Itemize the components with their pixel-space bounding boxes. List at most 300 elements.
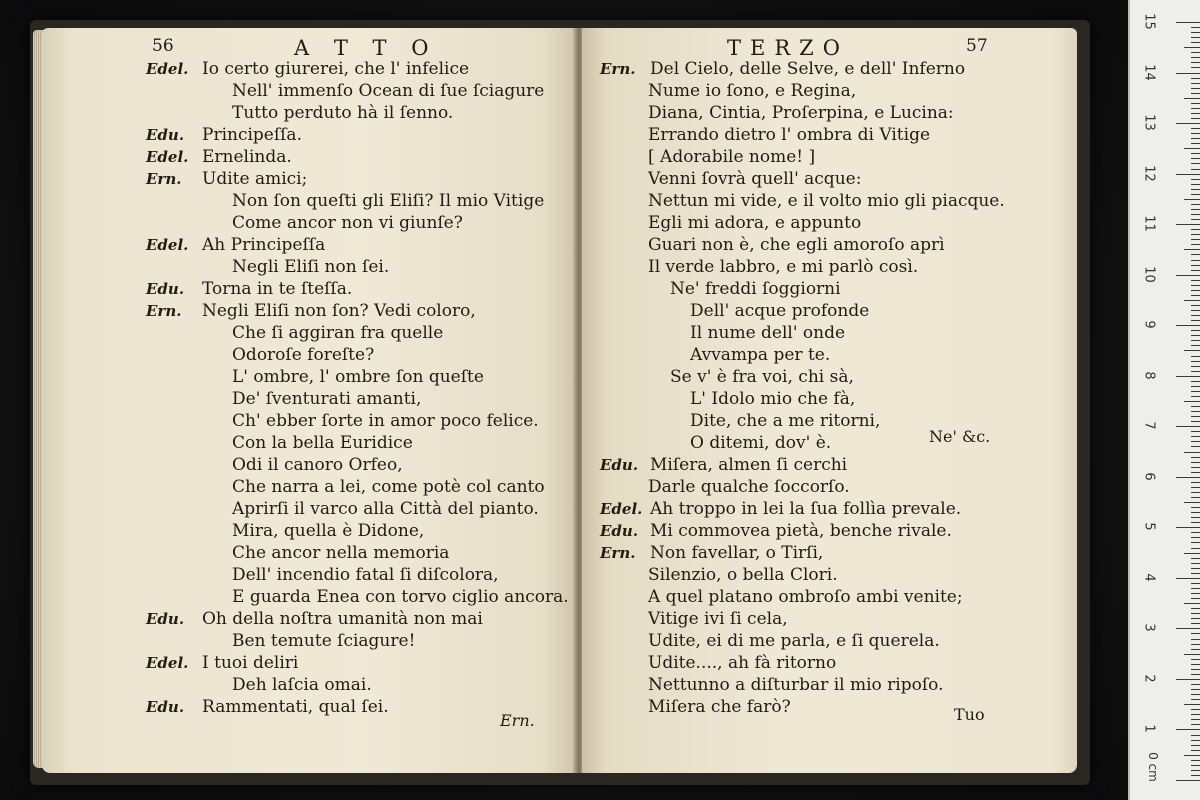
speaker-label: Edu. <box>600 456 639 474</box>
text-line <box>146 146 292 168</box>
ruler-tick <box>1191 260 1200 261</box>
ruler-tick <box>1191 542 1200 543</box>
ruler-tick <box>1191 330 1200 331</box>
ruler-tick <box>1191 497 1200 498</box>
page-number-right: 57 <box>966 36 988 56</box>
verse-text: Venni ſovrà quell' acque: <box>648 169 862 189</box>
ruler-tick <box>1176 426 1200 427</box>
ruler-tick <box>1191 517 1200 518</box>
ruler-tick <box>1191 335 1200 336</box>
ruler-tick <box>1176 224 1200 225</box>
text-line <box>232 344 374 366</box>
ruler-tick <box>1184 553 1200 554</box>
ruler-tick <box>1176 578 1200 579</box>
text-line <box>146 300 476 322</box>
ruler-tick <box>1191 724 1200 725</box>
ruler-tick <box>1191 83 1200 84</box>
speaker-label: Edu. <box>146 126 185 144</box>
ruler-tick <box>1176 174 1200 175</box>
verse-text: Non favellar, o Tirſi, <box>650 543 824 563</box>
ruler-tick <box>1191 522 1200 523</box>
verse-text: [ Adorabile nome! ] <box>648 147 816 167</box>
ruler-tick <box>1191 618 1200 619</box>
text-line <box>232 212 463 234</box>
verse-text: Ben temute ſciagure! <box>232 631 416 651</box>
ruler-tick <box>1191 158 1200 159</box>
ruler-tick <box>1191 684 1200 685</box>
verse-text: Oh della noſtra umanità non mai <box>202 609 483 629</box>
verse-text: Che narra a lei, come potè col canto <box>232 477 545 497</box>
ruler-tick <box>1191 664 1200 665</box>
ruler-tick <box>1176 325 1200 326</box>
ruler-tick <box>1191 270 1200 271</box>
text-line <box>232 80 544 102</box>
ruler-tick <box>1191 735 1200 736</box>
text-line <box>690 432 831 454</box>
text-line <box>232 256 389 278</box>
text-line <box>600 542 824 564</box>
verse-text: Con la bella Euridice <box>232 433 413 453</box>
text-line <box>146 278 353 300</box>
left-page <box>42 28 575 773</box>
verse-text: Che ancor nella memoria <box>232 543 450 563</box>
text-line <box>670 278 841 300</box>
text-line <box>648 630 940 652</box>
ruler-tick <box>1176 376 1200 377</box>
speaker-label: Edu. <box>600 522 639 540</box>
verse-text: Non ſon queſti gli Eliſi? Il mio Vitige <box>232 191 545 211</box>
verse-text: A quel platano ombroſo ambi venite; <box>648 587 963 607</box>
ruler-tick <box>1191 93 1200 94</box>
ruler-number: 6 <box>1141 472 1157 481</box>
verse-text: Ernelinda. <box>202 147 292 167</box>
text-line <box>648 652 836 674</box>
ruler-tick <box>1191 52 1200 53</box>
ruler-tick <box>1184 603 1200 604</box>
ruler-tick <box>1191 345 1200 346</box>
verse-text: Nettun mi vide, e il volto mio gli piacque. <box>648 191 1005 211</box>
running-head-left: A T T O <box>294 36 438 60</box>
ruler-tick <box>1184 300 1200 301</box>
verse-text: Il nume dell' onde <box>690 323 846 343</box>
verse-text: Principeſſa. <box>202 125 302 145</box>
verse-text: Deh laſcia omai. <box>232 675 372 695</box>
ruler-tick <box>1191 244 1200 245</box>
ruler-tick <box>1191 366 1200 367</box>
text-line <box>690 344 830 366</box>
ruler-tick <box>1191 153 1200 154</box>
ruler-tick <box>1191 482 1200 483</box>
ruler-tick <box>1184 98 1200 99</box>
text-line <box>232 586 569 608</box>
text-line <box>600 520 952 542</box>
verse-text: Il verde labbro, e mi parlò così. <box>648 257 919 277</box>
text-line <box>648 608 788 630</box>
ruler-number: 15 <box>1141 13 1157 30</box>
speaker-label: Ern. <box>146 170 182 188</box>
verse-text: Come ancor non vi giunſe? <box>232 213 463 233</box>
ruler-tick <box>1191 285 1200 286</box>
speaker-label: Ern. <box>146 302 182 320</box>
ruler-tick <box>1191 487 1200 488</box>
ruler-number: 3 <box>1141 623 1157 633</box>
speaker-label: Edel. <box>146 60 189 78</box>
text-line <box>648 586 963 608</box>
ruler-tick <box>1191 492 1200 493</box>
verse-text: Miſera, almen ſi cerchi <box>650 455 848 475</box>
verse-text: Darle qualche ſoccorſo. <box>648 477 850 497</box>
text-line <box>648 696 791 718</box>
ruler-tick <box>1191 280 1200 281</box>
text-line <box>146 168 308 190</box>
ruler-tick <box>1191 537 1200 538</box>
speaker-label: Edel. <box>600 500 643 518</box>
ruler-number: 9 <box>1141 320 1157 329</box>
verse-text: Nell' immenſo Ocean di ſue ſciagure <box>232 81 545 101</box>
ruler-tick <box>1191 462 1200 463</box>
speaker-label: Ern. <box>600 544 636 562</box>
ruler-tick <box>1191 361 1200 362</box>
ruler-tick <box>1191 558 1200 559</box>
ruler-tick <box>1191 563 1200 564</box>
ruler-tick <box>1191 295 1200 296</box>
verse-text: Tutto perduto hà il ſenno. <box>232 103 454 123</box>
verse-text: Errando dietro l' ombra di Vitige <box>648 125 931 145</box>
ruler-tick <box>1176 275 1200 276</box>
ruler-tick <box>1191 467 1200 468</box>
verse-text: L' ombre, l' ombre ſon queſte <box>232 367 484 387</box>
ruler-tick <box>1191 37 1200 38</box>
ruler-tick <box>1176 123 1200 124</box>
ruler-tick <box>1184 350 1200 351</box>
ruler-tick <box>1191 143 1200 144</box>
ruler-tick <box>1191 421 1200 422</box>
verse-text: Rammentati, qual ſei. <box>202 697 389 717</box>
ruler-tick <box>1176 780 1200 781</box>
text-line <box>146 652 299 674</box>
text-line <box>690 388 855 410</box>
ruler-tick <box>1191 507 1200 508</box>
ruler-tick <box>1191 103 1200 104</box>
ruler-tick <box>1191 219 1200 220</box>
ruler-tick <box>1191 719 1200 720</box>
ruler-tick <box>1191 204 1200 205</box>
text-line <box>648 674 943 696</box>
ruler-number: 1 <box>1141 724 1157 734</box>
verse-text: Aprirſi il varco alla Città del pianto. <box>232 499 539 519</box>
verse-text: Che ſi aggiran fra quelle <box>232 323 444 343</box>
catchword-right: Tuo <box>954 705 985 724</box>
speaker-label: Ern. <box>600 60 636 78</box>
ruler-tick <box>1191 765 1200 766</box>
ruler-tick <box>1191 194 1200 195</box>
aria-repeat-mark: Ne' &c. <box>929 427 991 446</box>
text-line <box>648 190 1005 212</box>
ruler-tick <box>1191 649 1200 650</box>
verse-text: Io certo giurerei, che l' infelice <box>202 59 470 79</box>
ruler-number: 5 <box>1141 522 1157 531</box>
ruler-tick <box>1191 108 1200 109</box>
verse-text: Mi commovea pietà, benche rivale. <box>650 521 952 541</box>
verse-text: Guari non è, che egli amoroſo aprì <box>648 235 945 255</box>
ruler-tick <box>1184 401 1200 402</box>
ruler-tick <box>1184 199 1200 200</box>
text-line <box>690 322 845 344</box>
verse-text: Del Cielo, delle Selve, e dell' Inferno <box>650 59 966 79</box>
verse-text: L' Idolo mio che fà, <box>690 389 856 409</box>
verse-text: Silenzio, o bella Clori. <box>648 565 838 585</box>
text-line <box>232 432 413 454</box>
ruler-tick <box>1191 568 1200 569</box>
speaker-label: Edu. <box>146 610 185 628</box>
speaker-label: Edu. <box>146 280 185 298</box>
verse-text: Odoroſe foreſte? <box>232 345 375 365</box>
ruler-tick <box>1191 320 1200 321</box>
verse-text: Nume io ſono, e Regina, <box>648 81 857 101</box>
ruler-tick <box>1191 113 1200 114</box>
verse-text: Udite amici; <box>202 169 308 189</box>
verse-text: Udite, ei di me parla, e ſi querela. <box>648 631 940 651</box>
ruler-tick <box>1191 633 1200 634</box>
text-line <box>232 102 453 124</box>
ruler-tick <box>1191 593 1200 594</box>
ruler-tick <box>1191 209 1200 210</box>
ruler-tick <box>1191 644 1200 645</box>
text-line <box>648 168 861 190</box>
ruler-number: 2 <box>1141 674 1157 683</box>
ruler-tick <box>1191 239 1200 240</box>
text-line <box>648 234 945 256</box>
ruler-tick <box>1191 512 1200 513</box>
ruler-tick <box>1191 623 1200 624</box>
text-line <box>232 190 544 212</box>
ruler-tick <box>1184 249 1200 250</box>
ruler-tick <box>1191 138 1200 139</box>
ruler-tick <box>1191 290 1200 291</box>
ruler-number: 14 <box>1141 63 1157 81</box>
ruler-tick <box>1191 305 1200 306</box>
ruler-tick <box>1191 32 1200 33</box>
ruler-tick <box>1176 527 1200 528</box>
ruler-tick <box>1191 689 1200 690</box>
ruler-number: 11 <box>1141 215 1157 232</box>
ruler-tick <box>1191 436 1200 437</box>
text-line <box>648 102 954 124</box>
ruler-number: 10 <box>1141 265 1157 283</box>
verse-text: Dell' incendio fatal ſi diſcolora, <box>232 565 499 585</box>
text-line <box>670 366 854 388</box>
text-line <box>232 366 484 388</box>
text-line <box>648 476 850 498</box>
ruler-tick <box>1184 755 1200 756</box>
ruler-tick <box>1191 745 1200 746</box>
ruler-tick <box>1191 254 1200 255</box>
ruler-tick <box>1191 27 1200 28</box>
ruler-tick <box>1191 78 1200 79</box>
text-line <box>146 696 389 718</box>
ruler-tick <box>1191 67 1200 68</box>
text-line <box>600 454 848 476</box>
ruler-tick <box>1191 169 1200 170</box>
text-line <box>690 300 869 322</box>
ruler-number: 7 <box>1141 421 1157 430</box>
ruler-tick <box>1191 457 1200 458</box>
text-line <box>648 256 918 278</box>
verse-text: Ah troppo in lei la ſua follìa prevale. <box>650 499 962 519</box>
ruler-tick <box>1184 502 1200 503</box>
measuring-ruler <box>1128 0 1200 800</box>
ruler-tick <box>1191 740 1200 741</box>
ruler-number: 4 <box>1141 573 1157 582</box>
verse-text: Diana, Cintia, Proſerpina, e Lucina: <box>648 103 954 123</box>
ruler-tick <box>1191 674 1200 675</box>
catchword-left: Ern. <box>500 711 535 730</box>
text-line <box>232 564 499 586</box>
ruler-tick <box>1191 760 1200 761</box>
ruler-tick <box>1191 441 1200 442</box>
ruler-tick <box>1191 214 1200 215</box>
ruler-tick <box>1176 73 1200 74</box>
ruler-tick <box>1191 184 1200 185</box>
ruler-tick <box>1191 709 1200 710</box>
ruler-tick <box>1191 371 1200 372</box>
text-line <box>232 410 539 432</box>
ruler-tick <box>1191 88 1200 89</box>
ruler-tick <box>1176 477 1200 478</box>
text-line <box>690 410 880 432</box>
ruler-tick <box>1191 472 1200 473</box>
ruler-tick <box>1191 381 1200 382</box>
verse-text: Vitige ivi ſi cela, <box>648 609 788 629</box>
verse-text: Ah Principeſſa <box>202 235 326 255</box>
text-line <box>648 124 930 146</box>
speaker-label: Edu. <box>146 698 185 716</box>
verse-text: Odi il canoro Orfeo, <box>232 455 403 475</box>
ruler-tick <box>1191 396 1200 397</box>
verse-text: Miſera che farò? <box>648 697 791 717</box>
ruler-tick <box>1191 57 1200 58</box>
verse-text: O ditemi, dov' è. <box>690 433 832 453</box>
ruler-tick <box>1191 234 1200 235</box>
ruler-unit-label: 0 cm <box>1145 752 1160 782</box>
text-line <box>146 124 302 146</box>
text-line <box>232 322 443 344</box>
ruler-tick <box>1191 583 1200 584</box>
verse-text: Torna in te ſteſſa. <box>202 279 353 299</box>
ruler-tick <box>1191 598 1200 599</box>
speaker-label: Edel. <box>146 148 189 166</box>
verse-text: I tuoi deliri <box>202 653 299 673</box>
ruler-tick <box>1191 118 1200 119</box>
text-line <box>648 564 838 586</box>
ruler-tick <box>1184 148 1200 149</box>
ruler-tick <box>1191 588 1200 589</box>
ruler-tick <box>1176 628 1200 629</box>
ruler-tick <box>1191 315 1200 316</box>
ruler-tick <box>1191 608 1200 609</box>
ruler-tick <box>1191 179 1200 180</box>
text-line <box>232 542 449 564</box>
verse-text: Negli Eliſi non ſon? Vedi coloro, <box>202 301 476 321</box>
verse-text: Dell' acque profonde <box>690 301 870 321</box>
text-line <box>146 234 326 256</box>
text-line <box>232 388 421 410</box>
ruler-tick <box>1191 532 1200 533</box>
ruler-tick <box>1191 62 1200 63</box>
ruler-tick <box>1191 770 1200 771</box>
ruler-tick <box>1184 47 1200 48</box>
ruler-tick <box>1191 310 1200 311</box>
verse-text: De' ſventurati amanti, <box>232 389 422 409</box>
ruler-tick <box>1191 356 1200 357</box>
ruler-tick <box>1191 189 1200 190</box>
ruler-tick <box>1191 386 1200 387</box>
page-number-left: 56 <box>152 36 174 56</box>
ruler-tick <box>1191 265 1200 266</box>
text-line <box>648 80 856 102</box>
ruler-tick <box>1191 548 1200 549</box>
speaker-label: Edel. <box>146 236 189 254</box>
text-line <box>232 498 539 520</box>
running-head-right: TERZO <box>727 36 849 60</box>
text-line <box>232 630 415 652</box>
ruler-number: 12 <box>1141 164 1157 182</box>
ruler-tick <box>1191 573 1200 574</box>
ruler-number: 13 <box>1141 114 1157 131</box>
text-line <box>232 520 424 542</box>
text-line <box>648 212 861 234</box>
verse-text: Dite, che a me ritorni, <box>690 411 881 431</box>
verse-text: Egli mi adora, e appunto <box>648 213 862 233</box>
text-line <box>648 146 815 168</box>
text-line <box>600 58 966 80</box>
verse-text: E guarda Enea con torvo ciglio ancora. <box>232 587 569 607</box>
ruler-tick <box>1191 750 1200 751</box>
ruler-tick <box>1191 446 1200 447</box>
ruler-tick <box>1176 22 1200 23</box>
ruler-tick <box>1191 42 1200 43</box>
ruler-tick <box>1191 391 1200 392</box>
ruler-tick <box>1191 128 1200 129</box>
ruler-tick <box>1191 659 1200 660</box>
ruler-tick <box>1191 639 1200 640</box>
ruler-tick <box>1191 406 1200 407</box>
ruler-tick <box>1191 229 1200 230</box>
ruler-tick <box>1191 714 1200 715</box>
ruler-tick <box>1184 452 1200 453</box>
ruler-tick <box>1191 699 1200 700</box>
ruler-tick <box>1184 654 1200 655</box>
right-page <box>582 28 1077 773</box>
text-line <box>232 454 403 476</box>
ruler-tick <box>1176 679 1200 680</box>
ruler-tick <box>1191 431 1200 432</box>
ruler-tick <box>1191 411 1200 412</box>
ruler-tick <box>1191 163 1200 164</box>
ruler-tick <box>1191 340 1200 341</box>
speaker-label: Edel. <box>146 654 189 672</box>
verse-text: Se v' è fra voi, chi sà, <box>670 367 854 387</box>
verse-text: Negli Eliſi non ſei. <box>232 257 390 277</box>
ruler-tick <box>1176 729 1200 730</box>
text-line <box>600 498 962 520</box>
text-line <box>146 608 483 630</box>
verse-text: Ch' ebber ſorte in amor poco felice. <box>232 411 539 431</box>
ruler-tick <box>1191 133 1200 134</box>
ruler-tick <box>1191 775 1200 776</box>
ruler-number: 8 <box>1141 371 1157 380</box>
ruler-tick <box>1191 416 1200 417</box>
